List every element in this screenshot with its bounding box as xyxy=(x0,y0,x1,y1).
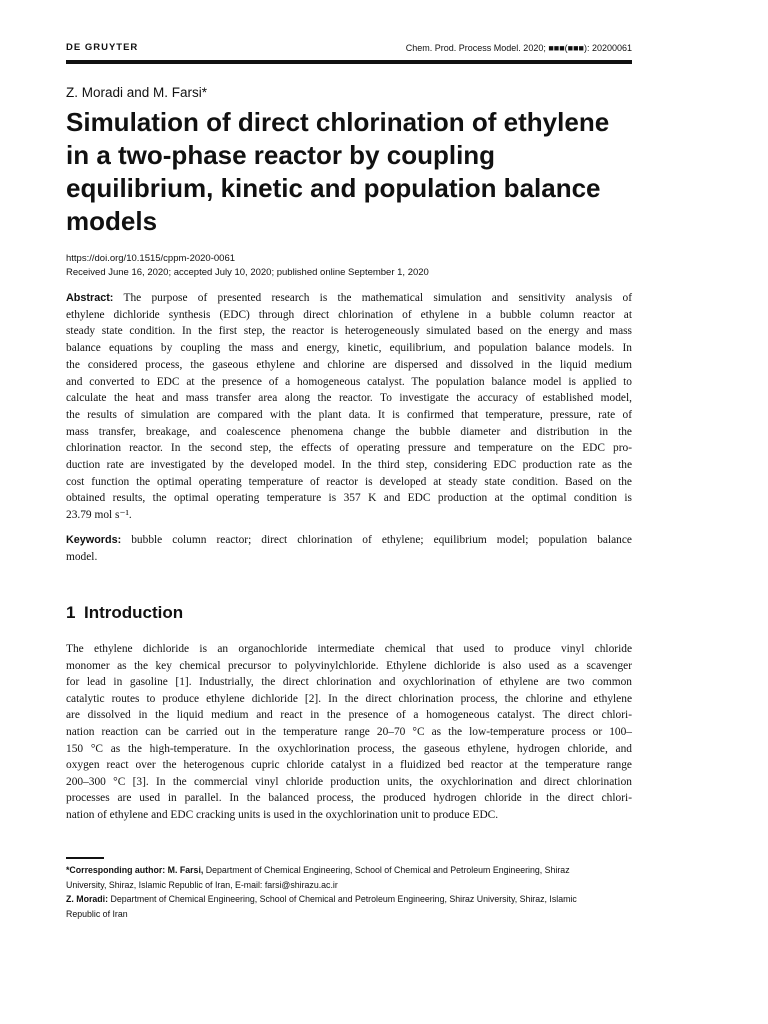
title-line: equilibrium, kinetic and population balance xyxy=(66,173,601,203)
footnote-text: Department of Chemical Engineering, School of Chemical and Petroleum Engineering, Shiraz University, Shiraz, Islamic xyxy=(110,894,577,905)
corresponding-author-label: *Corresponding author: M. Farsi, xyxy=(66,865,204,875)
footnotes xyxy=(66,863,646,922)
keywords-line xyxy=(66,532,632,549)
keywords-label: Keywords: xyxy=(66,534,122,546)
intro-line: catalytic routes to produce ethylene dichloride [2]. In the direct chlorination process, the chlorine and ethylene xyxy=(66,692,632,705)
section-number: 1 xyxy=(66,603,76,622)
publisher-name: DE GRUYTER xyxy=(66,42,139,53)
intro-line: monomer as the key chemical precursor to polyvinylchloride. Ethylene dichloride is also used as a scavenger xyxy=(66,659,632,672)
abstract-line: the results of simulation are compared with the plant data. It is confirmed that temperature, pressure, rate of xyxy=(66,408,632,421)
abstract-line xyxy=(66,290,632,307)
section-title: Introduction xyxy=(83,603,184,622)
article-meta xyxy=(66,252,632,280)
coauthor-label: Z. Moradi: xyxy=(66,894,109,905)
intro-line: nation of ethylene and EDC cracking units is used in the oxychlorination unit to produce EDC. xyxy=(66,808,499,821)
intro-line: 200–300 °C [3]. In the commercial vinyl chloride production units, the oxychlorination and direct chlorination xyxy=(66,775,632,788)
abstract-text: The purpose of presented research is the mathematical simulation and sensitivity analysis of xyxy=(123,292,632,304)
keywords-text: bubble column reactor; direct chlorination of ethylene; equilibrium model; population balance xyxy=(131,534,632,546)
email-link[interactable]: farsi@shirazu.ac.ir xyxy=(264,879,338,890)
intro-line: The ethylene dichloride is an organochloride intermediate chemical that used to produce vinyl chloride xyxy=(66,643,632,655)
keywords xyxy=(66,532,632,565)
intro-line: for lead in gasoline [1]. Industrially, the direct chlorination and oxychlorination of ethylene are two common xyxy=(66,676,632,689)
intro-line: oxygen react over the heterogenous cupric chloride catalyst in a fluidized bed reactor at the temperature range xyxy=(66,759,632,772)
intro-line: 150 °C as the high-temperature. In the oxychlorination process, the gaseous ethylene, hydrogen chloride, and xyxy=(66,742,632,755)
footnote-text: University, Shiraz, Islamic Republic of Iran, E-mail: xyxy=(66,879,263,890)
dates-line: Received June 16, 2020; accepted July 10, 2020; published online September 1, 2020 xyxy=(66,267,429,278)
intro-line: processes are used in parallel. In the balanced process, the produced hydrogen chloride in the direct chlori- xyxy=(66,792,632,805)
paper-title xyxy=(66,106,632,238)
introduction-paragraph xyxy=(66,641,632,824)
abstract-line: balance equations by coupling the mass and energy, kinetic, equilibrium, and population balance models. In xyxy=(66,342,632,355)
abstract-line: and converted to EDC at the presence of a homogeneous catalyst. The population balance model is applied to xyxy=(66,375,632,388)
abstract-line: chlorination reactor. In the second step, the effects of operating pressure and temperature on the EDC pro- xyxy=(66,442,632,455)
footnote-line: Republic of Iran xyxy=(66,909,128,920)
journal-citation: Chem. Prod. Process Model. 2020; ■■■(■■■): 20200061 xyxy=(405,43,632,53)
title-line: models xyxy=(66,206,158,236)
abstract-line: obtained results, the optimal operating temperature is 357 K and EDC production at the optimal condition is xyxy=(66,492,632,505)
section-heading xyxy=(66,603,183,623)
doi-link[interactable]: https://doi.org/10.1515/cppm-2020-0061 xyxy=(66,253,236,264)
abstract-line: duction rate are investigated by the developed model. In the third step, considering EDC production rate as the xyxy=(66,459,632,472)
abstract-line: calculate the heat and mass transfer area along the reactor. To investigate the accuracy of established model, xyxy=(66,392,632,405)
footnote-rule xyxy=(66,857,104,859)
intro-line: are dissolved in the liquid medium and react in the presence of a homogeneous catalyst. The direct chlori- xyxy=(66,709,632,722)
header-rule xyxy=(66,60,632,64)
abstract-label: Abstract: xyxy=(66,292,114,304)
abstract xyxy=(66,290,632,524)
footnote-line xyxy=(66,878,646,893)
abstract-line: ethylene dichloride synthesis (EDC) through direct chlorination of ethylene in a bubble column reactor at xyxy=(66,308,632,321)
intro-line: nation reaction can be carried out in the temperature range 20–70 °C as the low-temperature process or 100– xyxy=(66,725,632,738)
abstract-line: cost function the optimal operating temperature of reactor is developed at steady state condition. Based on the xyxy=(66,475,632,488)
footnote-line xyxy=(66,863,646,878)
keywords-line: model. xyxy=(66,550,98,563)
abstract-line: mass transfer, breakage, and coalescence phenomena change the bubble diameter and distribution in the xyxy=(66,425,632,438)
abstract-line: 23.79 mol s⁻¹. xyxy=(66,509,132,522)
footnote-text: Department of Chemical Engineering, School of Chemical and Petroleum Engineering, Shiraz xyxy=(205,865,570,875)
authors-line: Z. Moradi and M. Farsi* xyxy=(66,85,208,100)
footnote-line xyxy=(66,892,646,907)
abstract-line: steady state condition. In the first step, the reactor is heterogeneously simulated based on the energy and mass xyxy=(66,325,632,338)
title-line: in a two-phase reactor by coupling xyxy=(66,140,496,170)
title-line: Simulation of direct chlorination of ethylene xyxy=(66,107,610,137)
abstract-line: the considered process, the gaseous ethylene and chlorine are dispersed and dissolved in the liquid medium xyxy=(66,358,632,371)
